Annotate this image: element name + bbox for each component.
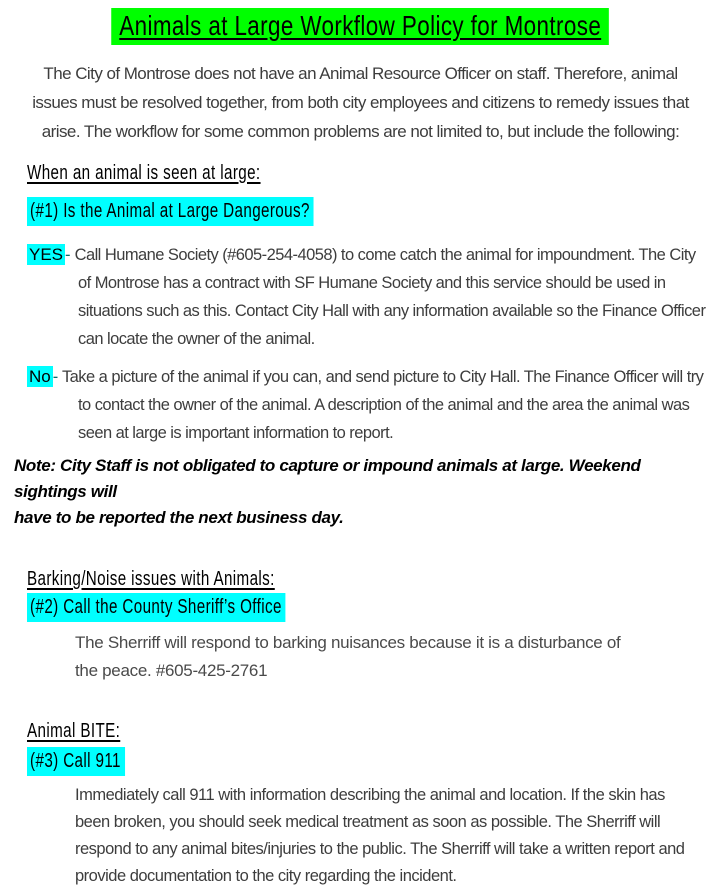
section-animal-bite [0, 720, 721, 890]
section-2-heading-row [27, 568, 721, 590]
staff-note-line-1: Note: City Staff is not obligated to capture or impound animals at large. Weekend sightings will [14, 456, 641, 501]
sheriff-response-line-1: The Sherriff will respond to barking nuisances because it is a disturbance of [75, 633, 621, 652]
section-animal-at-large [0, 162, 721, 531]
document-title: Animals at Large Workflow Policy for Montrose [112, 8, 610, 45]
sheriff-response-line-2: the peace. #605-425-2761 [75, 661, 268, 680]
no-dash: - [52, 368, 59, 386]
section-3-heading-row [27, 720, 721, 742]
section-1-heading: When an animal is seen at large: [27, 162, 261, 184]
section-2-subheading: (#2) Call the County Sheriff’s Office [27, 593, 286, 622]
no-answer-paragraph [29, 363, 711, 447]
sheriff-response-paragraph [75, 629, 701, 685]
section-3-subheading-row [27, 747, 721, 776]
section-2-heading: Barking/Noise issues with Animals: [27, 568, 275, 590]
section-1-subheading: (#1) Is the Animal at Large Dangerous? [27, 197, 314, 226]
document-title-wrap [0, 8, 721, 45]
staff-note-line-2: have to be reported the next business day. [14, 508, 344, 527]
no-label: No [29, 367, 51, 386]
call-911-paragraph: Immediately call 911 with information describing the animal and location. If the skin has been broken, you should seek medical treatment as soon as possible. The Sherriff will respond to any animal bites/injuries to the public. The Sherriff will take a written report and provide documentation to the city regarding the incident. [75, 786, 685, 885]
section-3-subheading: (#3) Call 911 [27, 747, 125, 776]
intro-paragraph: The City of Montrose does not have an Animal Resource Officer on staff. Therefore, animal issues must be resolved together, from both city employees and citizens to remedy issues that arise. The workflow for some common problems are not limited to, but include the following: [32, 64, 689, 141]
staff-note [14, 453, 705, 531]
section-3-heading: Animal BITE: [27, 720, 121, 742]
section-2-subheading-row [27, 593, 721, 622]
section-1-subheading-row [27, 197, 721, 226]
yes-dash: - [65, 246, 71, 264]
policy-document-page [0, 8, 721, 885]
yes-answer-text: Call Humane Society (#605-254-4058) to come catch the animal for impoundment. The City of Montrose has a contract with SF Humane Society and this service should be used in situations such as this. Contact City Hall with any information available so the Finance Officer can locate the owner of the animal. [74, 246, 706, 348]
no-answer-text: Take a picture of the animal if you can, and send picture to City Hall. The Finance Officer will try to contact the owner of the animal. A description of the animal and the area the animal was seen at large is important information to report. [61, 368, 704, 442]
section-barking-noise [0, 568, 721, 685]
yes-answer-paragraph [29, 241, 711, 353]
yes-label: YES [29, 245, 64, 264]
section-1-heading-row [27, 162, 721, 184]
